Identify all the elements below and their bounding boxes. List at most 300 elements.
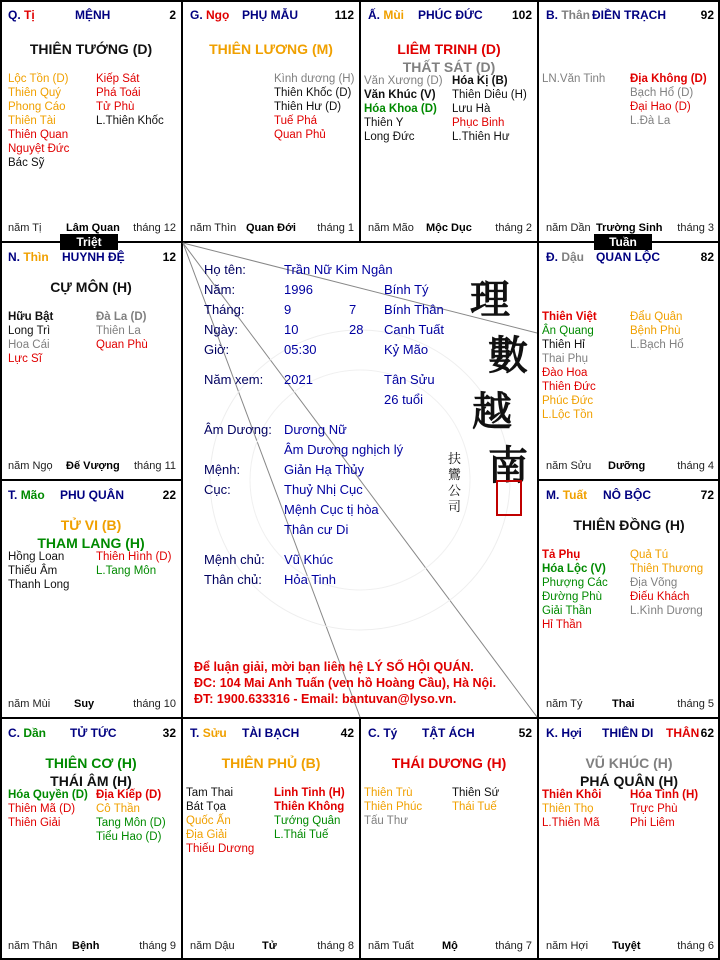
palace-branch xyxy=(546,250,584,264)
palace-header xyxy=(0,8,182,24)
right-star-column xyxy=(96,310,148,352)
right-star-column xyxy=(630,788,698,830)
minor-star: Thiên Việt xyxy=(542,311,597,323)
thang-am-lich: 7 xyxy=(349,302,357,317)
ho-ten-label: Họ tên: xyxy=(204,262,246,277)
palace-footer xyxy=(546,698,714,714)
minor-star: Tuế Phá xyxy=(274,115,318,127)
minor-star: L.Thiên Mã xyxy=(542,817,600,829)
minor-star: Phúc Đức xyxy=(542,395,594,407)
minor-star: Thiên La xyxy=(96,325,141,337)
palace-number: 82 xyxy=(700,250,714,264)
than-chu-label: Thân chủ: xyxy=(204,572,262,587)
minor-star: L.Thiên Hư xyxy=(452,131,510,143)
ho-ten-value: Trần Nữ Kim Ngân xyxy=(284,262,393,277)
palace-stem-letter: B. xyxy=(546,8,558,22)
nam-xem-can-chi: Tân Sửu xyxy=(384,372,435,387)
palace-number: 12 xyxy=(162,250,176,264)
palace-month: tháng 6 xyxy=(677,940,714,952)
palace-stage: Đế Vượng xyxy=(66,460,120,472)
minor-star: Thiên Khôi xyxy=(542,789,602,801)
minor-star: L.Lộc Tồn xyxy=(542,409,593,421)
palace-ty xyxy=(360,718,538,960)
minor-star: Địa Giải xyxy=(186,829,227,841)
calligraphy-char-2: 數 xyxy=(488,332,528,379)
right-star-column xyxy=(630,72,707,128)
palace-branch xyxy=(190,8,229,22)
palace-year: năm Mùi xyxy=(8,698,51,710)
palace-number: 32 xyxy=(162,726,176,740)
thang-label: Tháng: xyxy=(204,302,245,317)
palace-year: năm Thân xyxy=(8,940,58,952)
left-star-column xyxy=(542,788,601,830)
nam-xem-label: Năm xem: xyxy=(204,372,264,387)
minor-star: Hóa Quyền (D) xyxy=(8,789,88,801)
minor-star: Hóa Lộc (V) xyxy=(542,563,606,575)
palace-zodiac: Tị xyxy=(24,8,35,22)
minor-star: Đẩu Quân xyxy=(630,311,683,323)
palace-header xyxy=(0,726,182,742)
minor-star: Đào Hoa xyxy=(542,367,588,379)
palace-stem-letter: K. xyxy=(546,726,558,740)
minor-star: Kình dương (H) xyxy=(274,73,355,85)
palace-branch xyxy=(8,250,49,264)
small-char-2: 鸞 xyxy=(448,468,462,483)
small-char-1: 扶 xyxy=(448,452,462,467)
minor-star: Bệnh Phù xyxy=(630,325,681,337)
palace-header xyxy=(182,8,360,24)
small-char-4: 司 xyxy=(448,500,462,515)
calligraphy-char-1: 理 xyxy=(470,276,510,323)
palace-name: TỬ TỨC xyxy=(70,726,117,740)
palace-stem-letter: G. xyxy=(190,8,203,22)
minor-star: Nguyệt Đức xyxy=(8,143,70,155)
palace-month: tháng 12 xyxy=(133,222,176,234)
triet-tag: Triệt xyxy=(60,234,118,250)
minor-star: Tang Môn (D) xyxy=(96,817,166,829)
minor-star: Đường Phù xyxy=(542,591,602,603)
main-star: PHÁ QUÂN (H) xyxy=(580,773,678,789)
cuc-relation: Mệnh Cục tị hòa xyxy=(284,502,379,517)
left-star-column xyxy=(8,310,53,366)
gio-value: 05:30 xyxy=(284,342,317,357)
palace-month: tháng 11 xyxy=(133,460,176,472)
palace-year: năm Tuất xyxy=(368,940,414,952)
right-star-column xyxy=(274,72,354,142)
menh-label: Mệnh: xyxy=(204,462,241,477)
palace-header xyxy=(538,8,720,24)
right-star-column xyxy=(630,548,703,618)
palace-zodiac: Hợi xyxy=(561,726,582,740)
minor-star: Thiên Trù xyxy=(364,787,413,799)
minor-star: Tấu Thư xyxy=(364,815,408,827)
palace-zodiac: Dần xyxy=(23,726,47,740)
minor-star: Thiên Hình (D) xyxy=(96,551,172,563)
minor-star: Quan Phủ xyxy=(274,129,326,141)
palace-footer xyxy=(8,460,176,476)
palace-footer xyxy=(546,460,714,476)
minor-star: Thiên Sứ xyxy=(452,787,500,799)
minor-star: Hóa Khoa (D) xyxy=(364,103,437,115)
palace-month: tháng 10 xyxy=(133,698,176,710)
main-star: THIÊN LƯƠNG (M) xyxy=(209,41,333,57)
palace-branch xyxy=(190,726,227,740)
palace-name: PHU QUÂN xyxy=(60,488,125,502)
palace-footer xyxy=(8,940,176,956)
minor-star: Giải Thần xyxy=(542,605,592,617)
palace-stem-letter: T. xyxy=(190,726,200,740)
minor-star: Thiên Đức xyxy=(542,381,596,393)
palace-name: TẬT ÁCH xyxy=(422,726,475,740)
palace-branch xyxy=(368,726,397,740)
ngay-duong-lich: 10 xyxy=(284,322,299,337)
palace-number: 42 xyxy=(340,726,354,740)
minor-star: Lực Sĩ xyxy=(8,353,42,365)
minor-star: L.Thái Tuế xyxy=(274,829,329,841)
palace-number: 112 xyxy=(334,8,354,22)
right-star-column xyxy=(96,550,171,578)
palace-branch xyxy=(8,8,35,22)
palace-zodiac: Ngọ xyxy=(206,8,230,22)
palace-footer xyxy=(8,698,176,714)
palace-zodiac: Sửu xyxy=(202,726,227,740)
palace-ti xyxy=(0,0,182,242)
main-star: CỰ MÔN (H) xyxy=(50,279,132,295)
palace-stage: Quan Đới xyxy=(246,222,296,234)
minor-star: Cô Thần xyxy=(96,803,140,815)
right-star-column xyxy=(96,788,166,844)
minor-star: Thiên Thương xyxy=(630,563,704,575)
palace-footer xyxy=(546,222,714,238)
minor-star: Tướng Quân xyxy=(274,815,341,827)
palace-thin xyxy=(0,242,182,480)
palace-header xyxy=(360,726,538,742)
palace-number: 2 xyxy=(169,8,176,22)
palace-number: 92 xyxy=(700,8,714,22)
minor-star: Hóa Tinh (H) xyxy=(630,789,699,801)
minor-star: Thai Phụ xyxy=(542,353,589,365)
ngay-label: Ngày: xyxy=(204,322,238,337)
menh-chu-label: Mệnh chủ: xyxy=(204,552,265,567)
palace-header xyxy=(538,726,720,742)
minor-star: Phi Liêm xyxy=(630,817,675,829)
palace-name: HUYNH ĐỆ xyxy=(62,250,125,264)
palace-branch xyxy=(546,8,590,22)
nam-value: 1996 xyxy=(284,282,313,297)
palace-dan xyxy=(0,718,182,960)
palace-stem-letter: Ấ. xyxy=(368,8,380,22)
palace-month: tháng 5 xyxy=(677,698,714,710)
minor-star: Thiên Không xyxy=(274,801,345,813)
minor-star: Đại Hao (D) xyxy=(630,101,691,113)
right-star-column xyxy=(630,310,684,352)
left-star-column xyxy=(186,786,254,856)
palace-footer xyxy=(190,222,354,238)
nam-xem-value: 2021 xyxy=(284,372,313,387)
palace-stem-letter: Q. xyxy=(8,8,21,22)
menh-chu-value: Vũ Khúc xyxy=(284,552,334,567)
palace-year: năm Tị xyxy=(8,222,42,234)
palace-year: năm Ngọ xyxy=(8,460,53,472)
minor-star: L.Thiên Khốc xyxy=(96,115,164,127)
minor-star: Địa Kiếp (D) xyxy=(96,789,162,801)
palace-stage: Lâm Quan xyxy=(66,222,120,234)
palace-zodiac: Thìn xyxy=(23,250,49,264)
minor-star: Thiên Mã (D) xyxy=(8,803,76,815)
minor-star: Phong Cáo xyxy=(8,101,66,113)
palace-month: tháng 4 xyxy=(677,460,714,472)
minor-star: Hóa Kị (B) xyxy=(452,75,508,87)
palace-footer xyxy=(368,222,532,238)
palace-stage: Thai xyxy=(612,698,635,710)
palace-number: 52 xyxy=(518,726,532,740)
than-chu-value: Hỏa Tinh xyxy=(284,572,337,587)
palace-footer xyxy=(190,940,354,956)
palace-zodiac: Mão xyxy=(20,488,45,502)
calligraphy-char-3: 越 xyxy=(472,388,512,435)
palace-stage: Bệnh xyxy=(72,940,100,952)
main-star: LIÊM TRINH (D) xyxy=(397,41,501,57)
palace-mui xyxy=(360,0,538,242)
minor-star: LN.Văn Tinh xyxy=(542,73,606,85)
palace-stem-letter: Đ. xyxy=(546,250,558,264)
palace-zodiac: Thân xyxy=(561,8,591,22)
small-char-3: 公 xyxy=(448,484,462,499)
minor-star: Thiếu Âm xyxy=(8,565,58,577)
contact-line-2: ĐC: 104 Mai Anh Tuấn (ven hồ Hoàng Cầu), Hà Nội. xyxy=(194,676,497,690)
tuan-tag: Tuần xyxy=(594,234,652,250)
palace-year: năm Dậu xyxy=(190,940,235,952)
palace-stage: Tử xyxy=(262,940,277,952)
palace-name: QUAN LỘC xyxy=(596,250,660,264)
minor-star: Thiên Quý xyxy=(8,87,62,99)
left-star-column xyxy=(8,72,69,170)
right-star-column xyxy=(452,786,499,814)
main-star: THẤT SÁT (D) xyxy=(402,59,496,75)
palace-stage: Dưỡng xyxy=(608,460,646,472)
palace-number: 72 xyxy=(700,488,714,502)
minor-star: Thiên Y xyxy=(364,117,404,129)
nam-label: Năm: xyxy=(204,282,236,297)
minor-star: Hỉ Thần xyxy=(542,619,583,631)
main-star: VŨ KHÚC (H) xyxy=(585,755,673,771)
contact-line-3: ĐT: 1900.633316 - Email: bantuvan@lyso.vn. xyxy=(194,692,457,706)
minor-star: L.Bạch Hổ xyxy=(630,339,684,351)
palace-footer xyxy=(368,940,532,956)
minor-star: Thiên Thọ xyxy=(542,803,594,815)
palace-dau xyxy=(538,242,720,480)
thang-can-chi: Bính Thân xyxy=(384,302,444,317)
contact-line-1: Để luận giải, mời bạn liên hệ LÝ SỐ HỘI QUÁN. xyxy=(194,660,474,674)
minor-star: Thiên Hỉ xyxy=(542,339,585,351)
minor-star: Lộc Tồn (D) xyxy=(8,73,69,85)
palace-footer xyxy=(546,940,714,956)
minor-star: Hoa Cái xyxy=(8,339,50,351)
main-star: THIÊN TƯỚNG (D) xyxy=(29,41,153,57)
ngay-can-chi: Canh Tuất xyxy=(384,322,444,337)
left-star-column xyxy=(542,548,608,632)
palace-zodiac: Dậu xyxy=(561,250,585,264)
palace-month: tháng 8 xyxy=(317,940,354,952)
left-star-column xyxy=(542,72,605,86)
main-star: THÁI DƯƠNG (H) xyxy=(391,755,507,771)
palace-year: năm Tý xyxy=(546,698,583,710)
palace-year: năm Sửu xyxy=(546,460,592,472)
main-star: THIÊN CƠ (H) xyxy=(45,755,137,771)
palace-stage: Mộc Dục xyxy=(426,222,472,234)
palace-year: năm Dần xyxy=(546,222,591,234)
minor-star: Văn Khúc (V) xyxy=(364,89,436,101)
right-star-column xyxy=(96,72,164,128)
thang-duong-lich: 9 xyxy=(284,302,292,317)
minor-star: Lưu Hà xyxy=(452,103,491,115)
palace-stage: Tuyệt xyxy=(612,940,641,952)
minor-star: Bạch Hổ (D) xyxy=(630,87,694,99)
palace-number: 102 xyxy=(511,8,532,22)
menh-value: Giản Hạ Thủy xyxy=(284,462,364,477)
palace-tuat xyxy=(538,480,720,718)
palace-stem-letter: C. xyxy=(368,726,380,740)
palace-zodiac: Tý xyxy=(383,726,398,740)
minor-star: Long Trì xyxy=(8,325,51,337)
nam-can-chi: Bính Tý xyxy=(384,282,429,297)
minor-star: Phục Binh xyxy=(452,117,505,129)
than-cu: Thân cư Di xyxy=(284,522,349,537)
minor-star: Thiên Diêu (H) xyxy=(452,89,527,101)
palace-zodiac: Tuất xyxy=(562,488,588,502)
minor-star: Thiên Quan xyxy=(8,129,69,141)
ngay-am-lich: 28 xyxy=(349,322,364,337)
than-marker: THÂN xyxy=(666,726,700,740)
minor-star: Thiếu Dương xyxy=(186,843,255,855)
palace-stage: Suy xyxy=(74,698,95,710)
minor-star: Tiểu Hao (D) xyxy=(96,831,162,843)
minor-star: Địa Võng xyxy=(630,577,678,589)
minor-star: Thiên Giải xyxy=(8,817,61,829)
minor-star: Thái Tuế xyxy=(452,801,497,813)
palace-year: năm Hợi xyxy=(546,940,589,952)
main-star: THIÊN ĐỒNG (H) xyxy=(573,517,685,533)
palace-zodiac: Mùi xyxy=(383,8,405,22)
palace-name: NÔ BỘC xyxy=(603,488,651,502)
am-duong-value: Dương Nữ xyxy=(284,422,347,437)
palace-branch xyxy=(8,488,45,502)
left-star-column xyxy=(8,550,69,592)
palace-name: TÀI BẠCH xyxy=(242,726,300,740)
palace-month: tháng 7 xyxy=(495,940,532,952)
palace-name: PHÚC ĐỨC xyxy=(418,8,483,22)
main-star: THÁI ÂM (H) xyxy=(50,773,132,789)
palace-number: 22 xyxy=(162,488,176,502)
palace-stem-letter: M. xyxy=(546,488,560,502)
minor-star: Tả Phụ xyxy=(542,549,581,561)
palace-month: tháng 9 xyxy=(139,940,176,952)
minor-star: Đà La (D) xyxy=(96,311,147,323)
palace-year: năm Mão xyxy=(368,222,414,234)
minor-star: Tử Phù xyxy=(96,101,135,113)
main-star: TỬ VI (B) xyxy=(60,517,122,533)
palace-branch xyxy=(546,726,582,740)
left-star-column xyxy=(8,788,88,830)
minor-star: Long Đức xyxy=(364,131,415,143)
right-star-column xyxy=(452,74,527,144)
gio-can-chi: Kỷ Mão xyxy=(384,342,429,357)
calligraphy-seal xyxy=(448,268,538,528)
minor-star: Điếu Khách xyxy=(630,591,690,603)
minor-star: Ân Quang xyxy=(542,325,594,337)
palace-than xyxy=(538,0,720,242)
minor-star: Địa Không (D) xyxy=(630,73,707,85)
palace-branch xyxy=(546,488,587,502)
palace-stage: Mộ xyxy=(442,940,458,952)
minor-star: Thiên Tài xyxy=(8,115,56,127)
minor-star: Bát Tọa xyxy=(186,801,227,813)
am-duong-label: Âm Dương: xyxy=(204,422,272,437)
minor-star: Quả Tú xyxy=(630,549,669,561)
gio-label: Giờ: xyxy=(204,342,230,357)
palace-branch xyxy=(8,726,46,740)
palace-footer xyxy=(8,222,176,238)
calligraphy-char-4: 南 xyxy=(488,442,528,489)
cuc-value: Thuỷ Nhị Cục xyxy=(284,482,363,497)
minor-star: L.Tang Môn xyxy=(96,565,157,577)
minor-star: Hữu Bật xyxy=(8,311,54,323)
palace-header xyxy=(538,488,720,504)
palace-ngo xyxy=(182,0,360,242)
minor-star: Trực Phù xyxy=(630,803,678,815)
main-star: THIÊN PHỦ (B) xyxy=(221,755,321,771)
red-seal-stamp xyxy=(496,480,522,516)
minor-star: Thiên Phúc xyxy=(364,801,423,813)
am-duong-note: Âm Dương nghịch lý xyxy=(284,442,404,457)
palace-month: tháng 2 xyxy=(495,222,532,234)
cuc-label: Cục: xyxy=(204,482,231,497)
palace-header xyxy=(538,250,720,266)
palace-month: tháng 3 xyxy=(677,222,714,234)
main-star: THAM LANG (H) xyxy=(37,535,145,551)
minor-star: Văn Xương (D) xyxy=(364,75,443,87)
left-star-column xyxy=(364,786,422,828)
minor-star: Tam Thai xyxy=(186,787,234,799)
right-star-column xyxy=(274,786,345,842)
palace-header xyxy=(0,488,182,504)
tuoi-value: 26 tuổi xyxy=(384,392,424,407)
minor-star: L.Kình Dương xyxy=(630,605,703,617)
palace-name: THIÊN DI xyxy=(602,726,654,740)
minor-star: Thanh Long xyxy=(8,579,70,591)
palace-month: tháng 1 xyxy=(317,222,354,234)
minor-star: Linh Tinh (H) xyxy=(274,787,345,799)
palace-branch xyxy=(368,8,404,22)
left-star-column xyxy=(364,74,443,144)
palace-stem-letter: C. xyxy=(8,726,20,740)
palace-header xyxy=(0,250,182,266)
palace-mao xyxy=(0,480,182,718)
minor-star: Bác Sỹ xyxy=(8,157,45,169)
palace-name: PHỤ MẪU xyxy=(242,8,298,22)
palace-header xyxy=(182,726,360,742)
palace-header xyxy=(360,8,538,24)
minor-star: Phá Toái xyxy=(96,87,141,99)
minor-star: Thiên Hư (D) xyxy=(274,101,342,113)
minor-star: Quan Phù xyxy=(96,339,148,351)
minor-star: Phượng Các xyxy=(542,577,608,589)
minor-star: L.Đà La xyxy=(630,115,671,127)
minor-star: Hồng Loan xyxy=(8,551,65,563)
minor-star: Thiên Khốc (D) xyxy=(274,87,352,99)
palace-stem-letter: N. xyxy=(8,250,20,264)
palace-hoi xyxy=(538,718,720,960)
